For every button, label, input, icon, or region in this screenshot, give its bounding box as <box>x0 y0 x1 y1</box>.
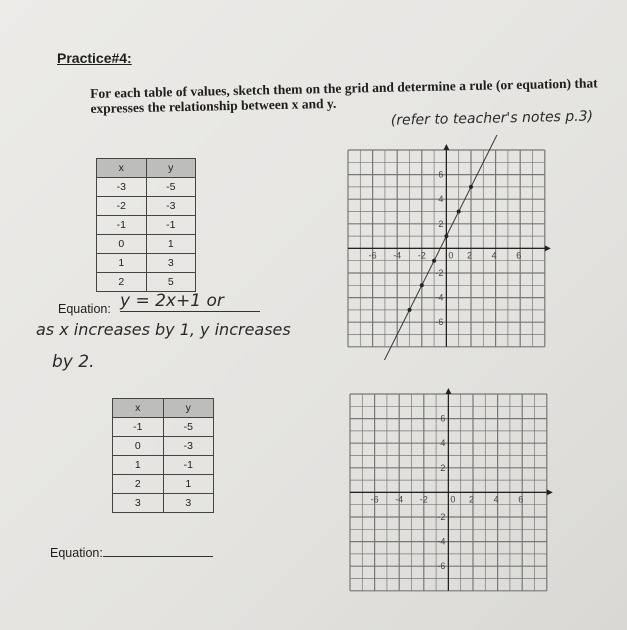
y-tick-label: 4 <box>440 438 446 449</box>
plotted-point <box>469 185 473 189</box>
table-row <box>97 273 196 292</box>
y-axis-arrow-icon <box>443 144 449 150</box>
header-y: y <box>146 159 196 178</box>
equation-answer-blank[interactable] <box>103 544 213 557</box>
plotted-point <box>432 259 436 263</box>
x-tick-label: 2 <box>467 250 473 261</box>
plotted-point <box>444 234 448 238</box>
y-tick-label: 2 <box>440 462 446 473</box>
x-value: 1 <box>97 254 147 273</box>
table-row <box>113 475 214 494</box>
x-tick-label: -2 <box>417 250 426 261</box>
y-tick-label: -6 <box>437 561 446 572</box>
plotted-point <box>457 210 461 214</box>
y-value: 1 <box>146 235 196 254</box>
answer-explanation-line: as x increases by 1, y increases <box>36 320 291 339</box>
x-tick-label: 6 <box>516 250 522 261</box>
x-value: 1 <box>113 456 164 475</box>
y-value: 5 <box>146 273 196 292</box>
header-y: y <box>163 399 214 418</box>
x-value: -2 <box>97 197 147 216</box>
y-value: -5 <box>163 418 214 437</box>
y-tick-label: 6 <box>438 169 444 180</box>
x-tick-label: 6 <box>518 494 524 505</box>
y-tick-label: -6 <box>435 317 444 328</box>
table-row <box>113 437 214 456</box>
instructions-note: (refer to teacher's notes p.3) <box>390 108 594 129</box>
x-tick-label: 0 <box>448 250 454 261</box>
worksheet-title: Practice#4: <box>57 50 132 66</box>
y-tick-label: -4 <box>437 536 446 547</box>
equation-answer-1: y = 2x+1 or <box>120 291 260 312</box>
x-value: -1 <box>113 418 164 437</box>
y-tick-label: -2 <box>435 268 444 278</box>
answer-explanation-line-2: by 2. <box>52 352 95 372</box>
y-value: 3 <box>146 254 196 273</box>
x-value: 0 <box>97 235 147 254</box>
x-value: 0 <box>113 437 164 456</box>
x-axis-arrow-icon <box>547 489 553 495</box>
y-value: -5 <box>146 178 196 197</box>
y-value: -1 <box>146 216 196 235</box>
x-tick-label: -2 <box>419 494 428 505</box>
y-tick-label: -4 <box>435 292 444 303</box>
header-x: x <box>97 159 147 178</box>
x-tick-label: 2 <box>469 494 475 505</box>
table-of-values-1 <box>96 158 196 292</box>
y-value: 1 <box>163 475 214 494</box>
x-value: -3 <box>97 178 147 197</box>
coordinate-grid-1 <box>340 135 555 360</box>
plotted-point <box>420 283 424 287</box>
x-tick-label: -6 <box>370 494 379 505</box>
table-row <box>97 197 196 216</box>
y-value: -3 <box>146 197 196 216</box>
table-row <box>113 456 214 475</box>
table-row <box>97 178 196 197</box>
table-row <box>113 418 214 437</box>
header-x: x <box>113 399 164 418</box>
y-tick-label: -2 <box>437 512 446 522</box>
instructions <box>90 75 616 138</box>
equation-label-text: Equation: <box>50 546 103 560</box>
plotted-point <box>408 308 412 312</box>
x-tick-label: -6 <box>368 250 377 261</box>
x-value: 2 <box>113 475 164 494</box>
y-value: -1 <box>163 456 214 475</box>
table-row <box>113 494 214 513</box>
y-tick-label: 6 <box>440 413 446 424</box>
x-tick-label: 4 <box>491 250 497 261</box>
x-value: -1 <box>97 216 147 235</box>
x-tick-label: -4 <box>393 250 402 261</box>
x-axis-arrow-icon <box>545 245 551 251</box>
y-axis-arrow-icon <box>445 388 451 394</box>
x-tick-label: 0 <box>450 494 456 505</box>
table-of-values-2 <box>112 398 214 513</box>
x-tick-label: -4 <box>395 494 404 505</box>
instructions-text: For each table of values, sketch them on the grid and determine a rule (or equation) that expresses the relationship between x and y. <box>90 75 598 116</box>
coordinate-grid-2 <box>344 388 554 598</box>
x-value: 2 <box>97 273 147 292</box>
table-row <box>97 235 196 254</box>
y-tick-label: 4 <box>438 194 444 205</box>
y-value: 3 <box>163 494 214 513</box>
y-tick-label: 2 <box>438 218 444 229</box>
y-value: -3 <box>163 437 214 456</box>
table-row <box>97 216 196 235</box>
equation-label-2 <box>50 544 213 560</box>
equation-label-1: Equation: <box>58 302 111 316</box>
x-value: 3 <box>113 494 164 513</box>
table-row <box>97 254 196 273</box>
x-tick-label: 4 <box>493 494 499 505</box>
